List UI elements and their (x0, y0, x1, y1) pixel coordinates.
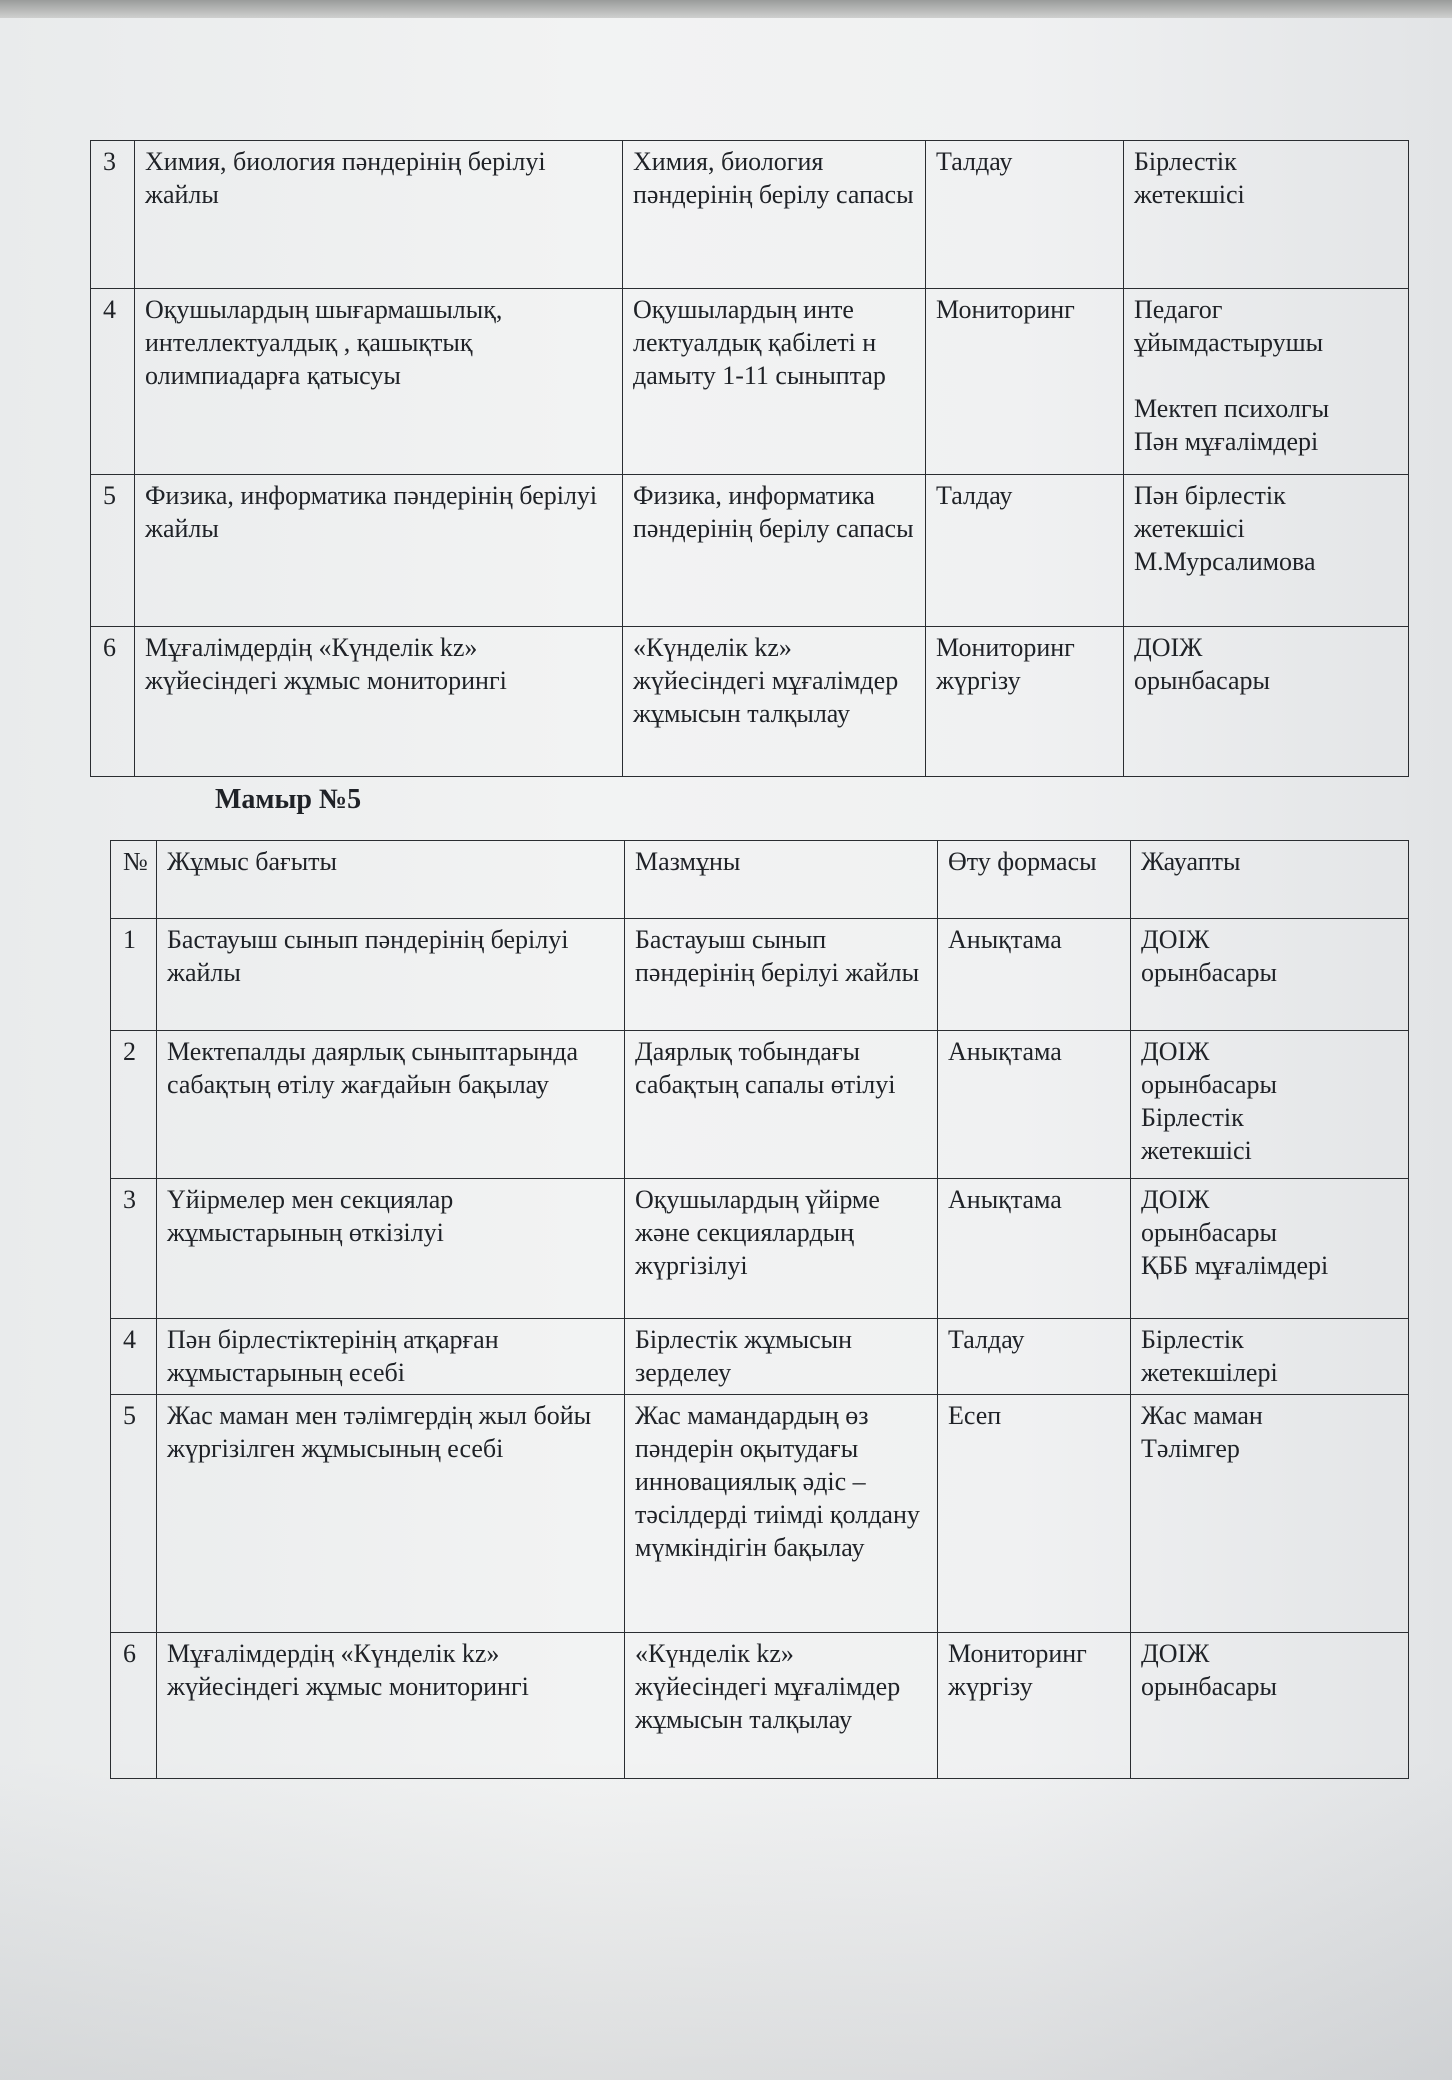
plan-table-may (110, 840, 1409, 1779)
content-cell: Физика, информатика пәндерінің берілу сапасы (623, 475, 926, 627)
responsible-line: Бірлестік (1141, 1103, 1244, 1132)
responsible-cell (1124, 627, 1409, 777)
work-direction-cell: Бастауыш сынып пәндерінің берілуі жайлы (157, 919, 625, 1031)
form-cell: Анықтама (938, 919, 1131, 1031)
page-top-edge (0, 0, 1452, 18)
responsible-line: ДОІЖ (1141, 1037, 1210, 1066)
responsible-line: ДОІЖ (1141, 925, 1210, 954)
header-direction: Жұмыс бағыты (157, 841, 625, 919)
responsible-cell (1131, 1633, 1409, 1779)
responsible-cell (1131, 1179, 1409, 1319)
work-direction-cell: Пән бірлестіктерінің атқарған жұмыстарының есебі (157, 1319, 625, 1395)
header-form: Өту формасы (938, 841, 1131, 919)
responsible-line: орынбасары (1141, 958, 1278, 987)
responsible-line: орынбасары (1141, 1218, 1278, 1247)
content-cell: Химия, биология пәндерінің берілу сапасы (623, 141, 926, 289)
work-direction-cell: Химия, биология пәндерінің берілуі жайлы (135, 141, 623, 289)
form-cell: Талдау (926, 141, 1124, 289)
responsible-line: Жас маман (1141, 1401, 1263, 1430)
work-direction-cell: Жас маман мен тәлімгердің жыл бойы жүргізілген жұмысының есебі (157, 1395, 625, 1633)
plan-table-continued (90, 140, 1409, 777)
responsible-line: ДОІЖ (1141, 1185, 1210, 1214)
responsible-cell (1124, 141, 1409, 289)
responsible-cell (1124, 289, 1409, 475)
responsible-line: ҚББ мұғалімдері (1141, 1251, 1329, 1280)
header-num: № (111, 841, 157, 919)
form-cell: Анықтама (938, 1031, 1131, 1179)
row-number: 1 (111, 919, 157, 1031)
form-cell: Анықтама (938, 1179, 1131, 1319)
table-row (91, 475, 1409, 627)
responsible-line: ДОІЖ (1134, 633, 1203, 662)
work-direction-cell: Мұғалімдердің «Күнделік kz» жүйесіндегі жұмыс мониторингі (157, 1633, 625, 1779)
row-number: 5 (91, 475, 135, 627)
row-number: 6 (91, 627, 135, 777)
row-number: 2 (111, 1031, 157, 1179)
work-direction-cell: Мұғалімдердің «Күнделік kz» жүйесіндегі жұмыс мониторингі (135, 627, 623, 777)
responsible-cell (1131, 1395, 1409, 1633)
table-row (111, 1031, 1409, 1179)
responsible-line: Бірлестік (1134, 147, 1237, 176)
responsible-line: жетекшілері (1141, 1358, 1278, 1387)
responsible-cell (1131, 1319, 1409, 1395)
table-row (91, 627, 1409, 777)
responsible-line: орынбасары (1141, 1672, 1278, 1701)
table-row (111, 919, 1409, 1031)
table-row (91, 289, 1409, 475)
responsible-line (1134, 359, 1398, 392)
work-direction-cell: Физика, информатика пәндерінің берілуі жайлы (135, 475, 623, 627)
responsible-line: жетекшісі (1134, 514, 1245, 543)
form-cell: Есеп (938, 1395, 1131, 1633)
table-row (111, 1633, 1409, 1779)
responsible-line: Пән мұғалімдері (1134, 427, 1319, 456)
responsible-line: Мектеп психолгы (1134, 394, 1330, 423)
row-number: 5 (111, 1395, 157, 1633)
work-direction-cell: Мектепалды даярлық сыныптарында сабақтың өтілу жағдайын бақылау (157, 1031, 625, 1179)
responsible-line: ұйымдастырушы (1134, 328, 1324, 357)
form-cell: Талдау (926, 475, 1124, 627)
content-cell: Бірлестік жұмысын зерделеу (625, 1319, 938, 1395)
table-row (91, 141, 1409, 289)
table-row (111, 1319, 1409, 1395)
content-cell: «Күнделік kz» жүйесіндегі мұғалімдер жұмысын талқылау (625, 1633, 938, 1779)
content-cell: Бастауыш сынып пәндерінің берілуі жайлы (625, 919, 938, 1031)
form-cell: Мониторинг жүргізу (926, 627, 1124, 777)
form-cell: Мониторинг (926, 289, 1124, 475)
row-number: 4 (111, 1319, 157, 1395)
content-cell: «Күнделік kz» жүйесіндегі мұғалімдер жұмысын талқылау (623, 627, 926, 777)
row-number: 6 (111, 1633, 157, 1779)
responsible-cell (1124, 475, 1409, 627)
form-cell: Мониторинг жүргізу (938, 1633, 1131, 1779)
responsible-line: Пән бірлестік (1134, 481, 1286, 510)
row-number: 3 (111, 1179, 157, 1319)
responsible-line: жетекшісі (1134, 180, 1245, 209)
header-content: Мазмұны (625, 841, 938, 919)
responsible-line: М.Мурсалимова (1134, 547, 1316, 576)
responsible-cell (1131, 919, 1409, 1031)
work-direction-cell: Үйірмелер мен секциялар жұмыстарының өткізілуі (157, 1179, 625, 1319)
form-cell: Талдау (938, 1319, 1131, 1395)
table-row (111, 1395, 1409, 1633)
responsible-line: орынбасары (1141, 1070, 1278, 1099)
responsible-line: орынбасары (1134, 666, 1271, 695)
row-number: 4 (91, 289, 135, 475)
responsible-cell (1131, 1031, 1409, 1179)
row-number: 3 (91, 141, 135, 289)
responsible-line: ДОІЖ (1141, 1639, 1210, 1668)
content-cell: Даярлық тобындағы сабақтың сапалы өтілуі (625, 1031, 938, 1179)
table-header-row (111, 841, 1409, 919)
responsible-line: жетекшісі (1141, 1136, 1252, 1165)
content-cell: Оқушылардың инте лектуалдық қабілеті н дамыту 1-11 сыныптар (623, 289, 926, 475)
responsible-line: Педагог (1134, 295, 1223, 324)
responsible-line: Тәлімгер (1141, 1434, 1240, 1463)
content-cell: Жас мамандардың өз пәндерін оқытудағы инновациялық әдіс – тәсілдерді тиімді қолдану мүмкіндігін бақылау (625, 1395, 938, 1633)
section-heading: Мамыр №5 (215, 784, 362, 815)
table-row (111, 1179, 1409, 1319)
responsible-line: Бірлестік (1141, 1325, 1244, 1354)
content-cell: Оқушылардың үйірме және секциялардың жүргізілуі (625, 1179, 938, 1319)
work-direction-cell: Оқушылардың шығармашылық, интеллектуалдық , қашықтық олимпиадарға қатысуы (135, 289, 623, 475)
header-responsible: Жауапты (1131, 841, 1409, 919)
